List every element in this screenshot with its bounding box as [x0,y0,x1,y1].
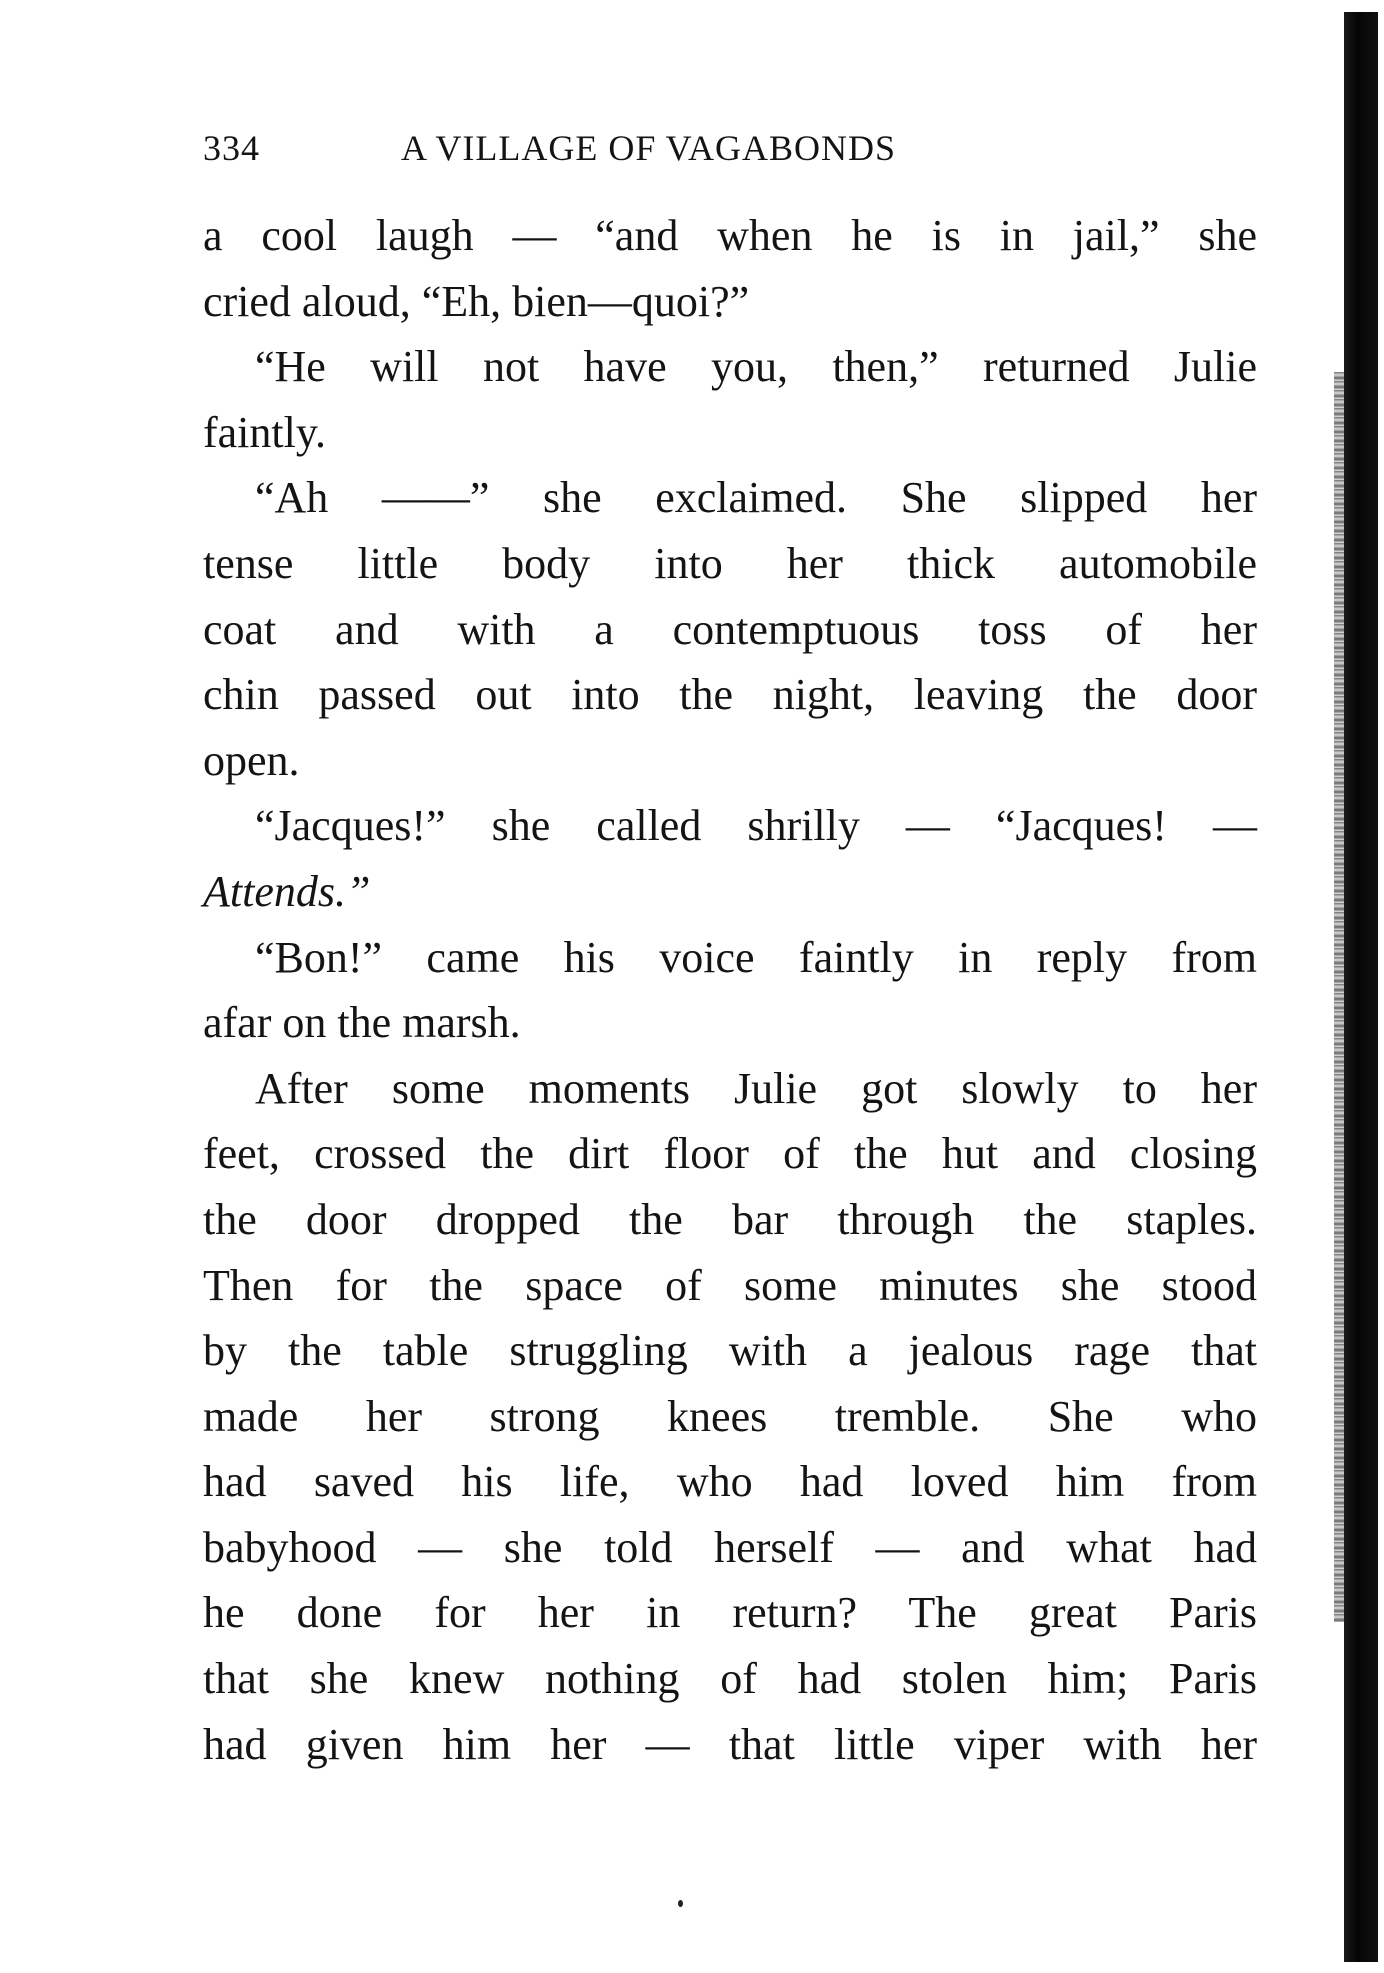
text-line: babyhood — she told herself — and what had [203,1522,1257,1572]
text-line: “Jacques!” she called shrilly — “Jacques! — [255,801,1257,851]
text-line: Attends.” [203,866,371,916]
text-line: had given him her — that little viper with her [203,1719,1257,1769]
text-line: open. [203,735,300,785]
print-speck [678,1900,683,1907]
text-line: feet, crossed the dirt floor of the hut and closing [203,1129,1257,1179]
body-text [203,203,1257,1777]
text-line: the door dropped the bar through the staples. [203,1194,1257,1244]
scanned-binding-edge [1344,12,1378,1962]
text-line: by the table struggling with a jealous rage that [203,1326,1257,1376]
text-line: that she knew nothing of had stolen him; Paris [203,1654,1257,1704]
text-line: had saved his life, who had loved him from [203,1457,1257,1507]
text-line: “He will not have you, then,” returned Julie [255,342,1257,392]
text-line: he done for her in return? The great Paris [203,1588,1257,1638]
text-line: After some moments Julie got slowly to her [255,1063,1257,1113]
text-line: Then for the space of some minutes she stood [203,1260,1257,1310]
text-line: a cool laugh — “and when he is in jail,” she [203,211,1257,260]
text-line: chin passed out into the night, leaving the door [203,670,1257,720]
text-line: cried aloud, “Eh, bien—quoi?” [203,276,750,326]
page-number: 334 [203,128,260,168]
text-line: coat and with a contemptuous toss of her [203,604,1257,654]
text-line: afar on the marsh. [203,998,521,1048]
text-line: “Ah ——” she exclaimed. She slipped her [255,473,1257,523]
text-line: faintly. [203,407,326,457]
book-title: A VILLAGE OF VAGABONDS [401,128,897,168]
running-head [203,127,1043,187]
text-line: made her strong knees tremble. She who [203,1391,1257,1441]
text-line: tense little body into her thick automobile [203,538,1257,588]
text-line: “Bon!” came his voice faintly in reply from [255,932,1257,982]
